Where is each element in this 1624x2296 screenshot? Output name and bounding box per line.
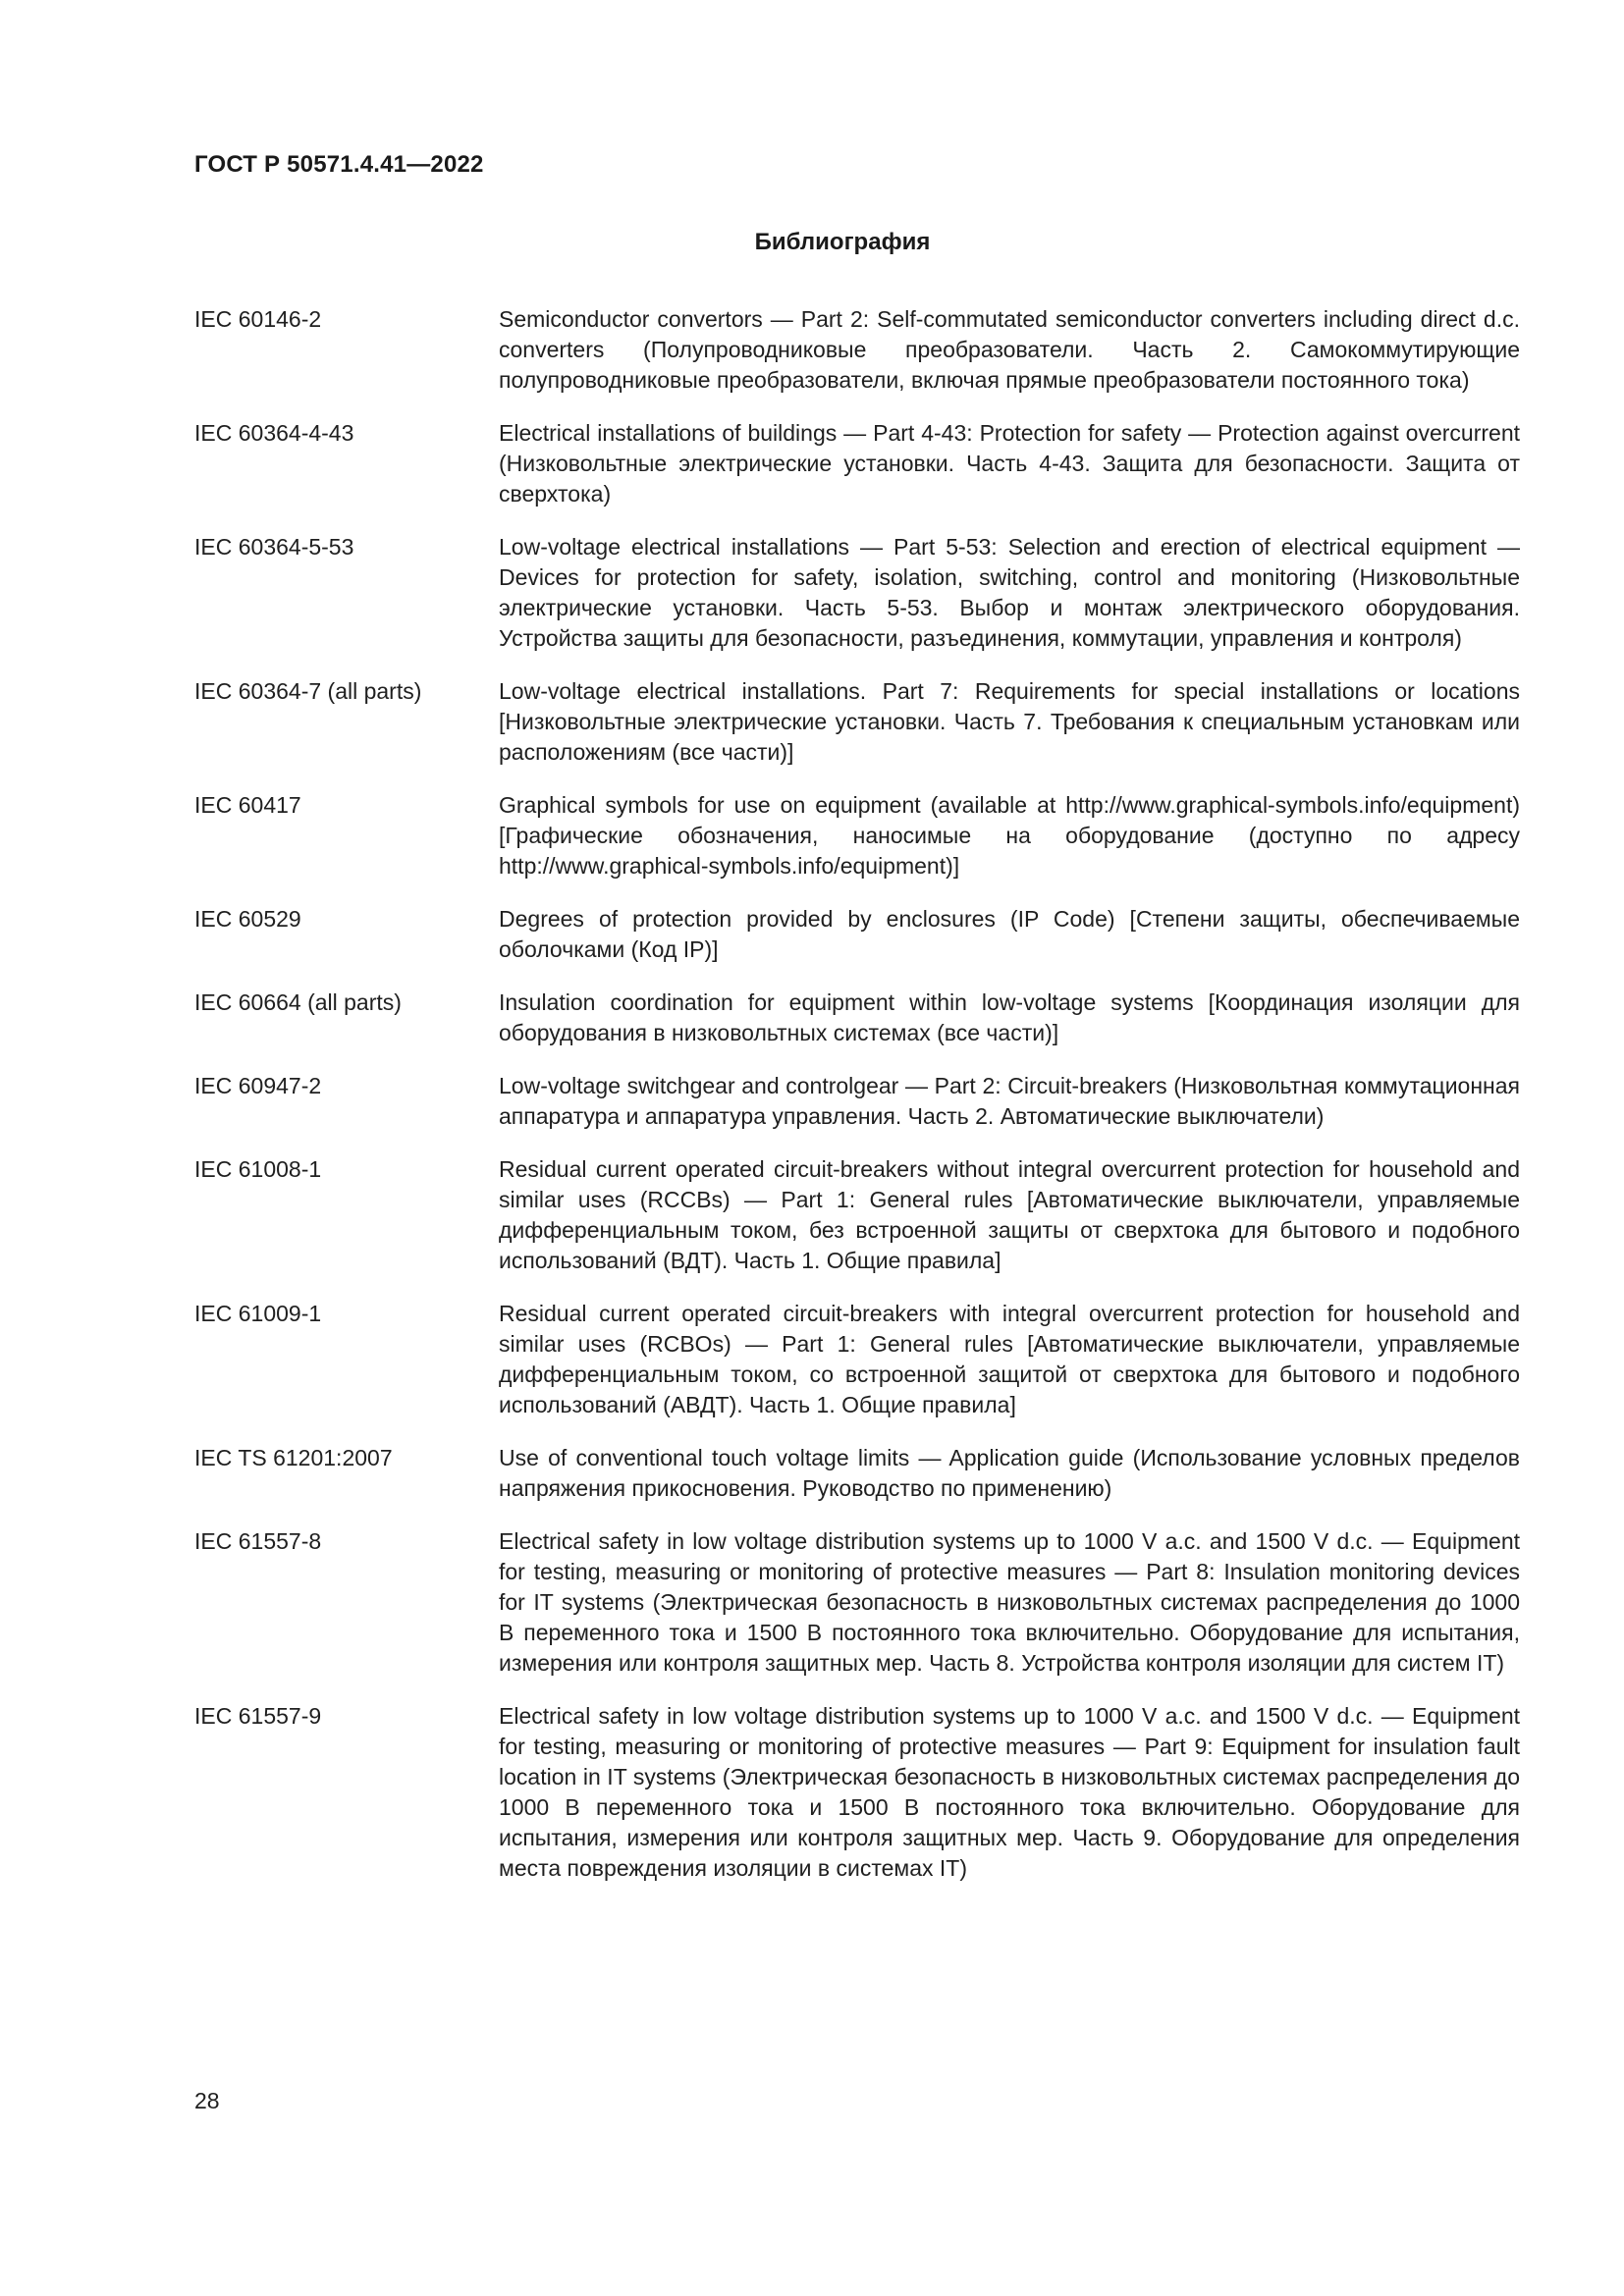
entry-code: IEC 61557-9 xyxy=(194,1703,322,1729)
page-number: 28 xyxy=(194,2088,220,2113)
bibliography-entry xyxy=(194,988,1520,1048)
entry-code: IEC 60364-5-53 xyxy=(194,534,354,560)
entry-code: IEC 61009-1 xyxy=(194,1301,322,1326)
bibliography-entry xyxy=(194,1443,1520,1504)
entry-text: Electrical safety in low voltage distribution systems up to 1000 V a.c. and 1500 V d.c. — Equipment for testing, measuring or monitoring of protective measures — Part 8: Insulation monitoring devices for IT systems (Электрическая безопасность в низковольтных системах распределения до 1000 В переменного тока и 1500 В постоянного тока включительно. Оборудование для испытания, измерения или контроля защитных мер. Часть 8. Устройства контроля изоляции для систем IT) xyxy=(499,1528,1520,1676)
entry-text: Residual current operated circuit-breakers without integral overcurrent protection for household and similar uses (RCCBs) — Part 1: General rules [Автоматические выключатели, управляемые дифференциальным током, без встроенной защиты от сверхтока для бытового и подобного использований (ВДТ). Часть 1. Общие правила] xyxy=(499,1156,1520,1273)
bibliography-entry xyxy=(194,1526,1520,1679)
bibliography-entry xyxy=(194,676,1520,768)
bibliography-entry xyxy=(194,1701,1520,1884)
bibliography-entry xyxy=(194,304,1520,396)
bibliography-entry xyxy=(194,1154,1520,1276)
bibliography-entry xyxy=(194,904,1520,965)
bibliography-list xyxy=(194,304,1520,1906)
bibliography-entry xyxy=(194,790,1520,881)
bibliography-entry xyxy=(194,1071,1520,1132)
entry-code: IEC 60364-7 (all parts) xyxy=(194,678,422,704)
entry-text: Use of conventional touch voltage limits — Application guide (Использование условных пределов напряжения прикосновения. Руководство по применению) xyxy=(499,1445,1520,1501)
entry-text: Low-voltage electrical installations — Part 5-53: Selection and erection of electrical equipment — Devices for protection for safety, isolation, switching, control and monitoring (Низковольтные электрические установки. Часть 5-53. Выбор и монтаж электрического оборудования. Устройства защиты для безопасности, разъединения, коммутации, управления и контроля) xyxy=(499,534,1520,651)
entry-text: Insulation coordination for equipment within low-voltage systems [Координация изоляции для оборудования в низковольтных системах (все части)] xyxy=(499,989,1520,1045)
entry-code: IEC 60664 (all parts) xyxy=(194,989,402,1015)
entry-code: IEC TS 61201:2007 xyxy=(194,1445,393,1470)
entry-text: Electrical safety in low voltage distribution systems up to 1000 V a.c. and 1500 V d.c. — Equipment for testing, measuring or monitoring of protective measures — Part 9: Equipment for insulation fault location in IT systems (Электрическая безопасность в низковольтных системах распределения до 1000 В переменного тока и 1500 В постоянного тока включительно. Оборудование для испытания, измерения или контроля защитных мер. Часть 9. Оборудование для определения места повреждения изоляции в системах IT) xyxy=(499,1703,1520,1881)
entry-code: IEC 61557-8 xyxy=(194,1528,322,1554)
entry-text: Low-voltage switchgear and controlgear — Part 2: Circuit-breakers (Низковольтная коммутационная аппаратура и аппаратура управления. Часть 2. Автоматические выключатели) xyxy=(499,1073,1520,1129)
entry-text: Semiconductor convertors — Part 2: Self-commutated semiconductor converters including direct d.c. converters (Полупроводниковые преобразователи. Часть 2. Самокоммутирующие полупроводниковые преобразователи, включая прямые преобразователи постоянного тока) xyxy=(499,306,1520,393)
entry-text: Degrees of protection provided by enclosures (IP Code) [Степени защиты, обеспечиваемые оболочками (Код IP)] xyxy=(499,906,1520,962)
entry-code: IEC 60364-4-43 xyxy=(194,420,354,446)
bibliography-title: Библиография xyxy=(754,229,931,255)
bibliography-entry xyxy=(194,532,1520,654)
entry-code: IEC 60947-2 xyxy=(194,1073,322,1098)
bibliography-entry xyxy=(194,1299,1520,1420)
entry-code: IEC 61008-1 xyxy=(194,1156,322,1182)
entry-text: Electrical installations of buildings — Part 4-43: Protection for safety — Protection against overcurrent (Низковольтные электрические установки. Часть 4-43. Защита для безопасности. Защита от сверхтока) xyxy=(499,420,1520,507)
entry-code: IEC 60417 xyxy=(194,792,301,818)
entry-text: Residual current operated circuit-breakers with integral overcurrent protection for household and similar uses (RCBOs) — Part 1: General rules [Автоматические выключатели, управляемые дифференциальным током, со встроенной защитой от сверхтока для бытового и подобного использований (АВДТ). Часть 1. Общие правила] xyxy=(499,1301,1520,1417)
entry-text: Low-voltage electrical installations. Part 7: Requirements for special installations or locations [Низковольтные электрические установки. Часть 7. Требования к специальным установкам или расположениям (все части)] xyxy=(499,678,1520,765)
entry-text: Graphical symbols for use on equipment (available at http://www.graphical-symbols.info/equipment) [Графические обозначения, наносимые на оборудование (доступно по адресу http://www.graphical-symbols.info/equipment)] xyxy=(499,792,1520,879)
entry-code: IEC 60146-2 xyxy=(194,306,322,332)
bibliography-entry xyxy=(194,418,1520,509)
entry-code: IEC 60529 xyxy=(194,906,301,932)
standard-header: ГОСТ Р 50571.4.41—2022 xyxy=(194,151,484,178)
